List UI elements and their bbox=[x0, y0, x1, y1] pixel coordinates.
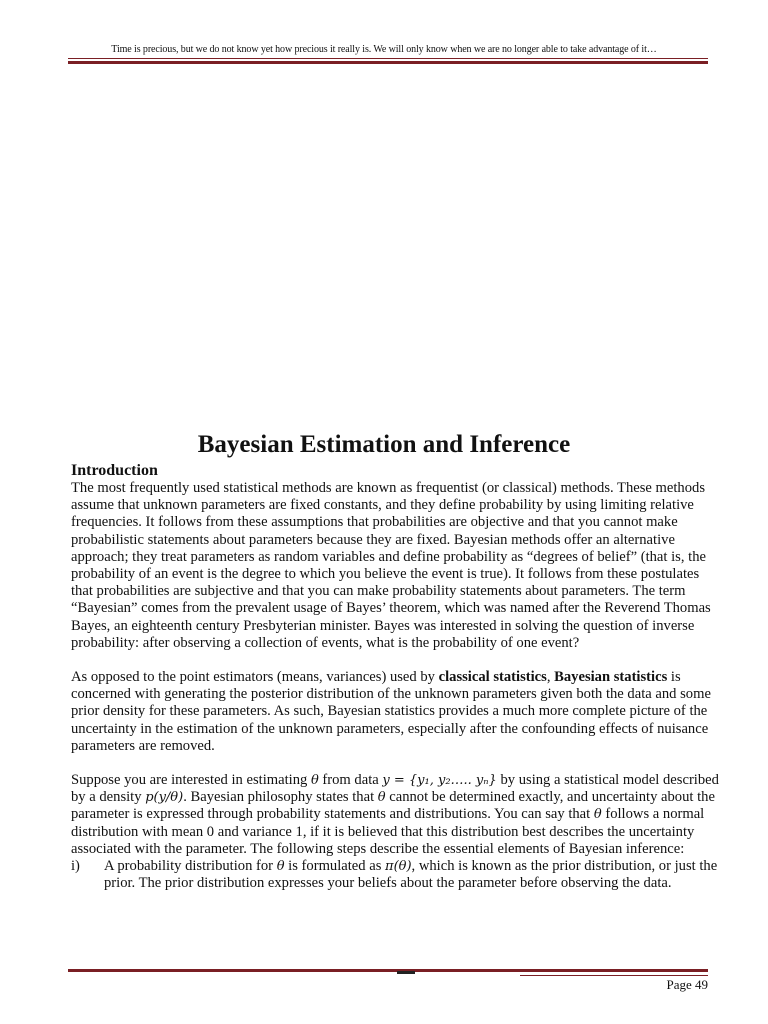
header-rule-thick bbox=[68, 61, 708, 64]
step-item-1 bbox=[71, 858, 723, 892]
step-number: i) bbox=[71, 858, 80, 875]
term-bayesian-statistics: Bayesian statistics bbox=[554, 669, 668, 686]
paragraph-3 bbox=[71, 772, 723, 858]
page-number: Page 49 bbox=[666, 977, 708, 992]
paragraph-3-text-f: follows a normal distribution with mean 0 and variance 1, if it is believed that this distribution best describes the uncertainty associated with the parameter. The following steps describe the essential elements of Bayesian inference: bbox=[71, 806, 705, 857]
paragraph-2-text-a: As opposed to the point estimators (means, variances) used by bbox=[71, 669, 439, 686]
paragraph-3-text-a: Suppose you are interested in estimating bbox=[71, 772, 311, 789]
data-expression: y = {y₁, y₂….. yₙ} bbox=[382, 773, 497, 789]
footer-rule-thin bbox=[520, 975, 708, 976]
section-heading: Introduction bbox=[71, 462, 158, 479]
document-title: Bayesian Estimation and Inference bbox=[197, 431, 571, 458]
footer-mark bbox=[397, 971, 415, 974]
step-1-text-a: A probability distribution for bbox=[104, 858, 277, 875]
paragraph-1: The most frequently used statistical methods are known as frequentist (or classical) methods. These methods assume that unknown parameters are fixed constants, and they define probability by using limiting relative frequencies. It follows from these assumptions that probabilities are objective and that you cannot make probabilistic statements about parameters because they are fixed. Bayesian methods offer an alternative approach; they treat parameters as random variables and define probability as “degrees of belief” (that is, the probability of an event is the degree to which you believe the event is true). It follows from these postulates that probabilities are subjective and that you can make probability statements about parameters. The term “Bayesian” comes from the prevalent usage of Bayes’ theorem, which was named after the Reverend Thomas Bayes, an eighteenth century Presbyterian minister. Bayes was interested in solving the question of inverse probability: after observing a collection of events, what is the probability of one event? bbox=[71, 480, 711, 651]
paragraph-2 bbox=[71, 669, 723, 755]
prior-expression: π(θ) bbox=[385, 859, 412, 875]
theta-symbol: θ bbox=[310, 773, 319, 789]
theta-symbol: θ bbox=[276, 859, 285, 875]
header-rule-thin bbox=[68, 58, 708, 59]
step-1-text-c: , which is known as the prior distribution, or just the prior. The prior distribution expresses your beliefs about the parameter before observing the data. bbox=[104, 858, 718, 892]
paragraph-3-text-e: cannot be determined exactly, and uncertainty about the parameter is expressed through probability statements and distributions. You can say that bbox=[71, 789, 715, 823]
document-body bbox=[71, 462, 723, 892]
theta-symbol: θ bbox=[593, 807, 602, 823]
paragraph-3-text-c: by using a statistical model described by a density bbox=[71, 772, 719, 806]
step-1-text-b: is formulated as bbox=[284, 858, 386, 875]
theta-symbol: θ bbox=[377, 790, 386, 806]
page-header-quote: Time is precious, but we do not know yet how precious it really is. We will only know when we are no longer able to take advantage of it… bbox=[111, 44, 657, 55]
paragraph-3-text-b: from data bbox=[318, 772, 383, 789]
paragraph-2-text-b: , bbox=[546, 669, 555, 686]
footer-rule-thick bbox=[68, 969, 708, 972]
paragraph-3-text-d: . Bayesian philosophy states that bbox=[183, 789, 378, 806]
paragraph-2-text-c: is concerned with generating the posterior distribution of the unknown parameters given both the data and some prior density for these parameters. As such, Bayesian statistics provides a much more complete picture of the uncertainty in the estimation of the unknown parameters, especially after the confounding effects of nuisance parameters are removed. bbox=[71, 669, 711, 754]
density-expression: p(y/θ) bbox=[145, 790, 184, 806]
term-classical-statistics: classical statistics bbox=[438, 669, 547, 686]
